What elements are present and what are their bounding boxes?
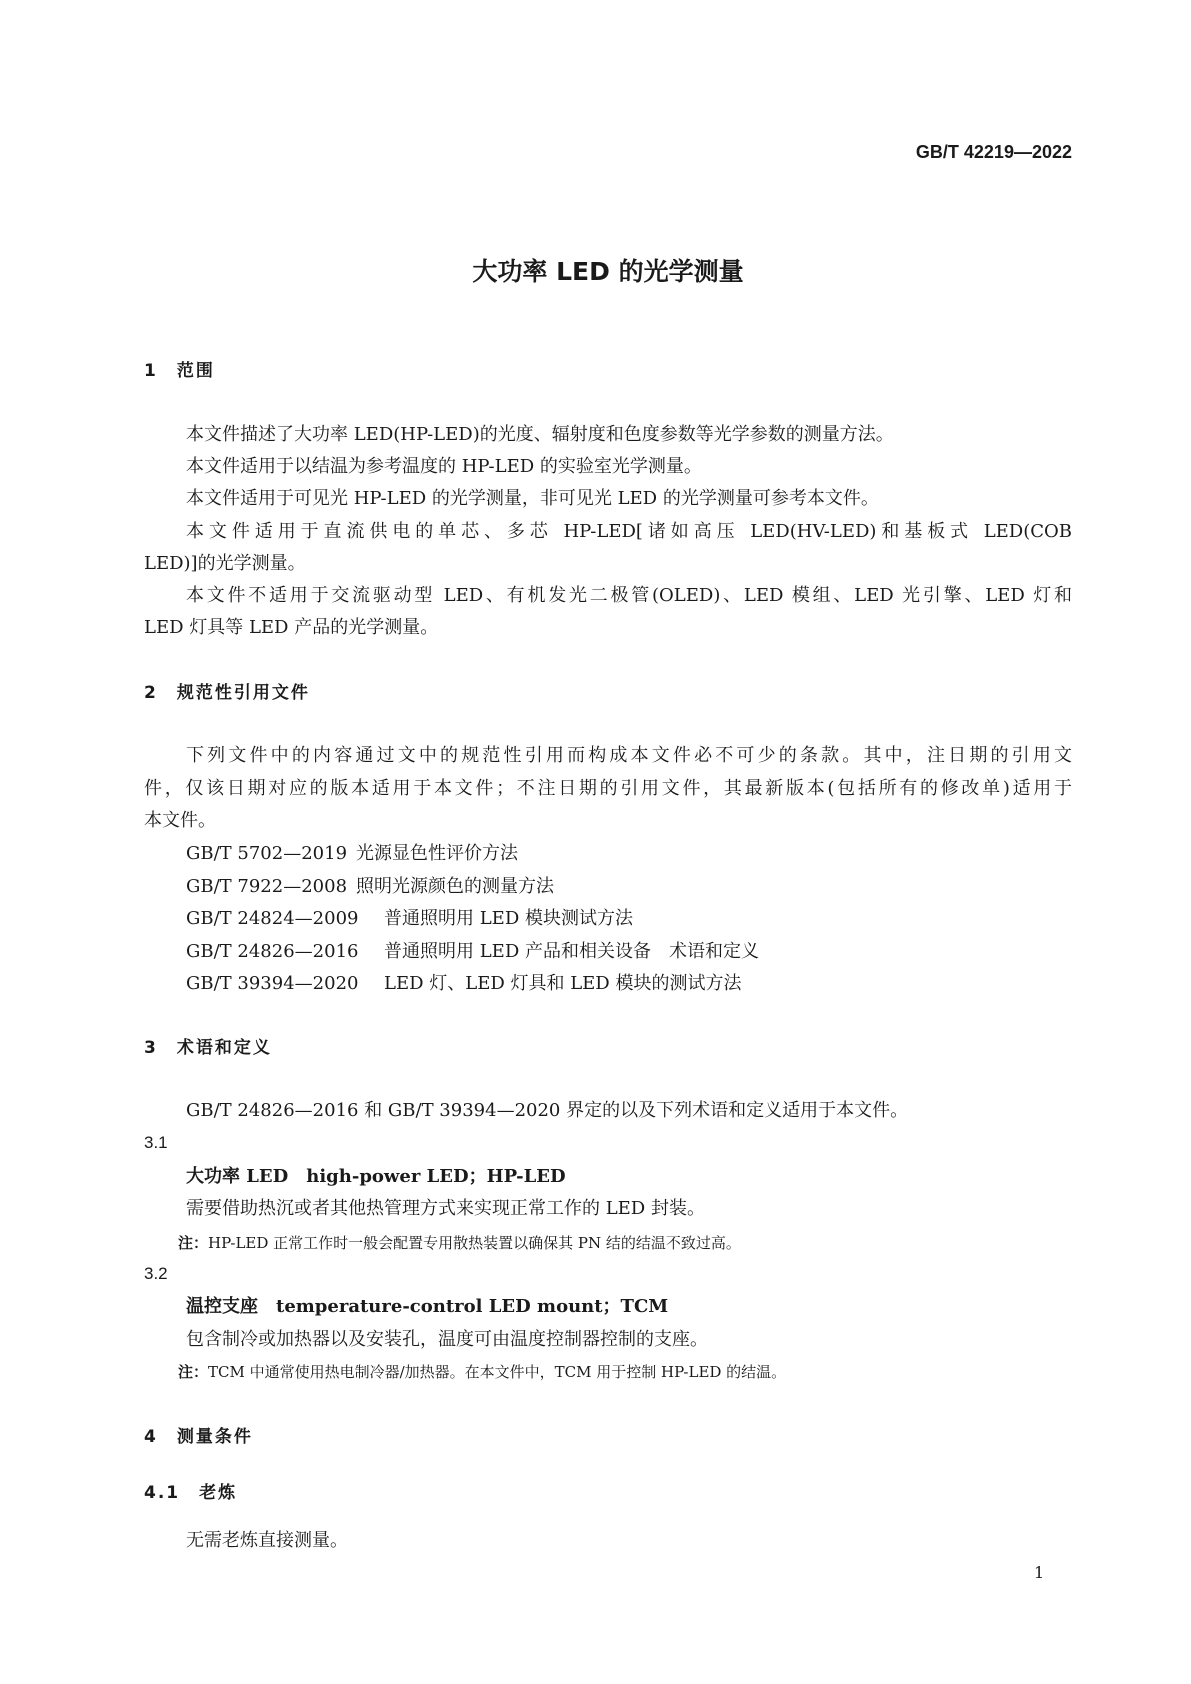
paragraph-line: 无需老炼直接测量。	[186, 1530, 348, 1551]
paragraph-line: GB/T 24826—2016 和 GB/T 39394—2020 界定的以及下列术语和定义适用于本文件。	[186, 1100, 909, 1121]
reference-code: GB/T 39394—2020	[186, 973, 359, 994]
paragraph-line: 本文件。	[144, 810, 216, 831]
reference-title: 普通照明用 LED 产品和相关设备 术语和定义	[384, 941, 759, 962]
reference-title: 照明光源颜色的测量方法	[356, 876, 554, 897]
section-heading: 1 范围	[144, 361, 215, 381]
reference-code: GB/T 24826—2016	[186, 941, 359, 962]
reference-item	[186, 908, 1072, 930]
note-text: TCM 中通常使用热电制冷器/加热器。在本文件中，TCM 用于控制 HP-LED 的结温。	[208, 1363, 787, 1381]
paragraph-line: 本文件适用于以结温为参考温度的 HP-LED 的实验室光学测量。	[186, 456, 702, 477]
reference-item	[186, 843, 1072, 865]
reference-code: GB/T 24824—2009	[186, 908, 359, 929]
paragraph-line: LED)]的光学测量。	[144, 553, 306, 574]
term-title: 温控支座 temperature-control LED mount；TCM	[186, 1296, 669, 1317]
note-label: 注：	[178, 1363, 209, 1381]
term-note	[178, 1232, 1106, 1254]
paragraph-line: 本文件不适用于交流驱动型 LED、有机发光二极管(OLED)、LED 模组、LED 光引擎、LED 灯和	[186, 585, 1072, 606]
reference-code: GB/T 5702—2019	[186, 843, 348, 864]
paragraph-line: LED 灯具等 LED 产品的光学测量。	[144, 617, 439, 638]
term-definition: 需要借助热沉或者其他热管理方式来实现正常工作的 LED 封装。	[186, 1198, 705, 1219]
term-note	[178, 1361, 1106, 1383]
reference-item	[186, 876, 1072, 898]
paragraph-line: 下列文件中的内容通过文中的规范性引用而构成本文件必不可少的条款。其中，注日期的引用文	[186, 745, 1072, 766]
term-definition: 包含制冷或加热器以及安装孔，温度可由温度控制器控制的支座。	[186, 1329, 708, 1350]
reference-code: GB/T 7922—2008	[186, 876, 348, 897]
term-number: 3.2	[144, 1264, 168, 1283]
paragraph-line: 件，仅该日期对应的版本适用于本文件；不注日期的引用文件，其最新版本(包括所有的修改单)适用于	[144, 778, 1072, 799]
reference-title: 普通照明用 LED 模块测试方法	[384, 908, 633, 929]
reference-item	[186, 973, 1072, 995]
section-heading: 2 规范性引用文件	[144, 683, 310, 703]
term-title: 大功率 LED high-power LED；HP-LED	[186, 1166, 566, 1187]
reference-title: 光源显色性评价方法	[356, 843, 518, 864]
page-title: 大功率 LED 的光学测量	[472, 257, 744, 286]
note-text: HP-LED 正常工作时一般会配置专用散热装置以确保其 PN 结的结温不致过高。	[208, 1234, 741, 1252]
reference-title: LED 灯、LED 灯具和 LED 模块的测试方法	[384, 973, 742, 994]
document-number: GB/T 42219—2022	[915, 142, 1072, 162]
page-number: 1	[1034, 1563, 1045, 1582]
paragraph-line: 本文件描述了大功率 LED(HP-LED)的光度、辐射度和色度参数等光学参数的测量方法。	[186, 424, 894, 445]
paragraph-line: 本文件适用于直流供电的单芯、多芯 HP-LED[诸如高压 LED(HV-LED)和基板式 LED(COB	[186, 521, 1072, 542]
paragraph-line: 本文件适用于可见光 HP-LED 的光学测量，非可见光 LED 的光学测量可参考本文件。	[186, 488, 879, 509]
note-label: 注：	[178, 1234, 209, 1252]
reference-item	[186, 941, 1072, 963]
term-number: 3.1	[144, 1133, 168, 1152]
section-heading: 4 测量条件	[144, 1427, 253, 1447]
section-heading: 3 术语和定义	[144, 1038, 272, 1058]
subsection-heading: 4.1 老炼	[144, 1483, 238, 1503]
